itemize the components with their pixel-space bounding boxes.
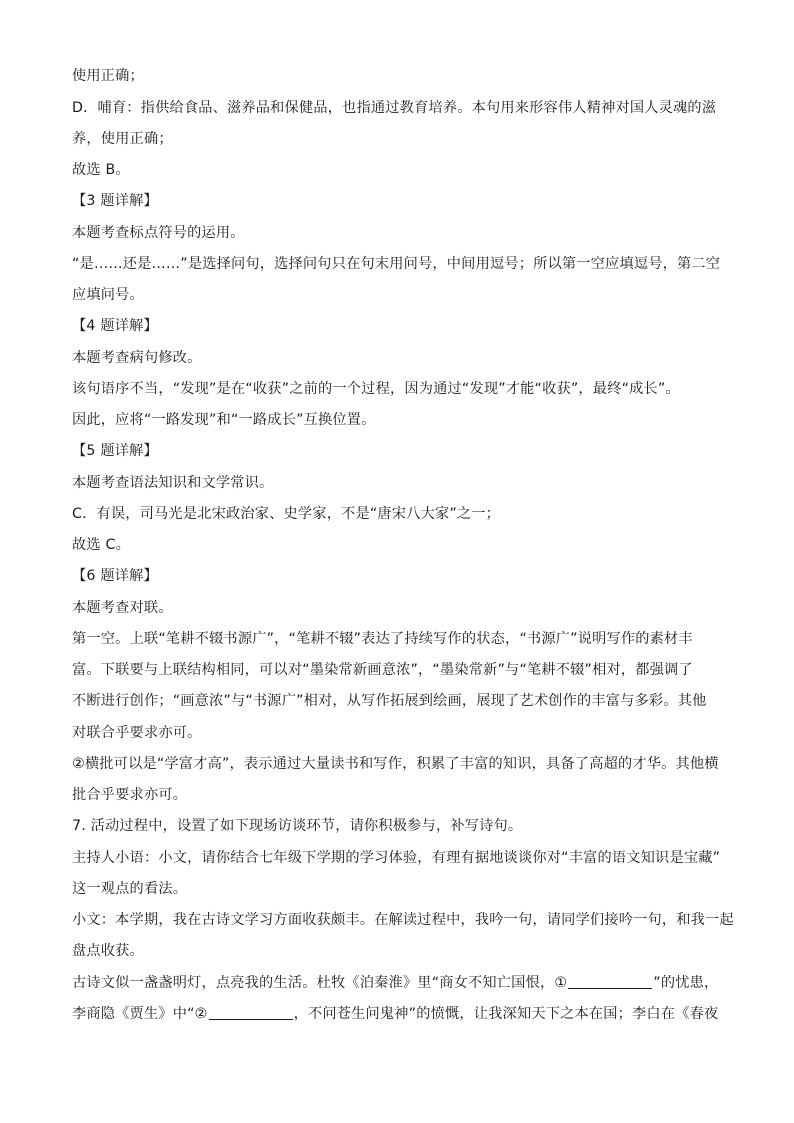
text-line: 使用正确；: [72, 68, 144, 84]
text-line: 这一观点的看法。: [72, 881, 188, 897]
text-line: 应填问号。: [72, 287, 144, 303]
text-line: 该句语序不当，“发现”是在“收获”之前的一个过程，因为通过“发现”才能“收获”，最终“成长”。: [72, 381, 680, 397]
text-line: 本题考查标点符号的运用。: [72, 225, 245, 241]
text-segment: ”的忧患，: [653, 975, 719, 991]
text-segment: ，不问苍生问鬼神”的愤慨，让我深知天下之本在国；李白在《春夜: [293, 1006, 719, 1022]
text-line: [72, 973, 734, 993]
text-line: ②横批可以是“学富才高”，表示通过大量读书和写作，积累了丰富的知识，具备了高超的才华。其他横: [72, 756, 719, 772]
answer-blank-1[interactable]: [568, 974, 652, 989]
text-line: 盘点收获。: [72, 943, 144, 959]
text-line: 故选 C。: [72, 537, 130, 553]
answer-blank-2[interactable]: [209, 1005, 293, 1020]
text-line: 富。下联要与上联结构相同，可以对“墨染常新画意浓”，“墨染常新”与“笔耕不辍”相对，都强调了: [72, 662, 693, 678]
section-heading: 【4 题详解】: [72, 318, 158, 334]
text-line: 批合乎要求亦可。: [72, 787, 188, 803]
question-line: 7. 活动过程中，设置了如下现场访谈环节，请你积极参与，补写诗句。: [72, 818, 523, 834]
text-line: D．哺育：指供给食品、滋养品和保健品，也指通过教育培养。本句用来形容伟人精神对国人灵魂的滋: [72, 100, 717, 116]
text-line: 对联合乎要求亦可。: [72, 725, 202, 741]
text-line: 主持人小语：小文，请你结合七年级下学期的学习体验，有理有据地谈谈你对“丰富的语文知识是宝藏”: [72, 850, 721, 866]
text-line: 因此，应将“一路发现”和“一路成长”互换位置。: [72, 412, 376, 428]
text-line: 本题考查对联。: [72, 600, 173, 616]
text-segment: 古诗文似一盏盏明灯，点亮我的生活。杜牧《泊秦淮》里“商女不知亡国恨，①: [72, 975, 568, 991]
section-heading: 【3 题详解】: [72, 193, 158, 209]
text-line: 本题考查语法知识和文学常识。: [72, 475, 274, 491]
section-heading: 【5 题详解】: [72, 443, 158, 459]
text-line: 不断进行创作；“画意浓”与“书源广”相对，从写作拓展到绘画，展现了艺术创作的丰富与多彩。其他: [72, 693, 707, 709]
text-line: 小文：本学期，我在古诗文学习方面收获颇丰。在解读过程中，我吟一句，请同学们接吟一句，和我一起: [72, 912, 734, 928]
text-segment: 李商隐《贾生》中“②: [72, 1006, 208, 1022]
text-line: C．有误，司马光是北宋政治家、史学家，不是“唐宋八大家”之一；: [72, 506, 501, 522]
text-line: 第一空。上联“笔耕不辍书源广”，“笔耕不辍”表达了持续写作的状态，“书源广”说明写作的素材丰: [72, 631, 693, 647]
section-heading: 【6 题详解】: [72, 568, 158, 584]
text-line: [72, 1004, 734, 1024]
text-line: 本题考查病句修改。: [72, 350, 202, 366]
text-line: 养，使用正确；: [72, 131, 173, 147]
text-line: 故选 B。: [72, 162, 130, 178]
text-line: “是……还是……”是选择问句，选择问句只在句末用问号，中间用逗号；所以第一空应填逗号，第二空: [72, 256, 721, 272]
